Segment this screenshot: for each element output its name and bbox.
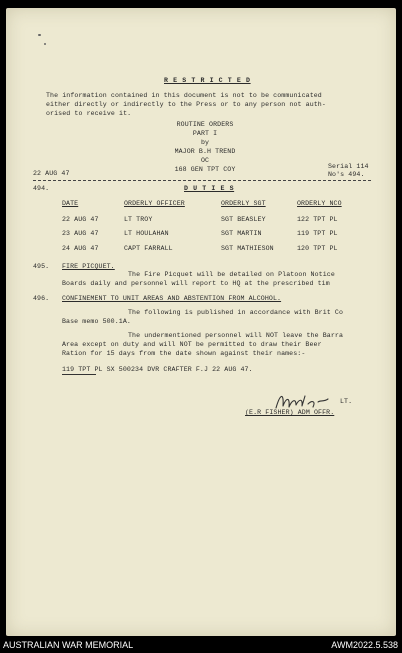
paragraph-line: Base memo 500.1A.	[62, 318, 131, 325]
item-number: 494.	[33, 185, 50, 192]
paragraph-line: Boards daily and personnel will report to HQ at the prescribed tim	[62, 280, 330, 287]
item-number: 496.	[33, 295, 50, 302]
title-line: OC	[200, 157, 210, 164]
signature-name: (E.R FISHER) ADM OFFR.	[245, 409, 335, 416]
column-header: ORDERLY OFFICER	[124, 200, 185, 207]
column-header: ORDERLY NCO	[297, 200, 342, 207]
paragraph-line: The Fire Picquet will be detailed on Platoon Notice	[128, 271, 335, 278]
title-line: PART I	[192, 130, 218, 137]
table-cell: LT HOULAHAN	[124, 230, 169, 237]
classification-heading: R E S T R I C T E D	[164, 77, 251, 84]
title-line: ROUTINE ORDERS	[176, 121, 234, 128]
table-cell: 22 AUG 47	[62, 216, 99, 223]
serial-number: Serial 114	[328, 163, 369, 170]
paragraph-line: The following is published in accordance with Brit Co	[128, 309, 344, 316]
notice-line: orised to receive it.	[46, 110, 132, 117]
title-line: MAJOR B.H TREND	[174, 148, 236, 155]
table-cell: 24 AUG 47	[62, 245, 99, 252]
paragraph-line: The undermentioned personnel will NOT leave the Barra	[128, 332, 344, 339]
order-date: 22 AUG 47	[33, 170, 70, 177]
title-line: by	[200, 139, 210, 146]
personnel-entry: 119 TPT PL SX 500234 DVR CRAFTER F.J 22 AUG 47.	[62, 366, 253, 373]
title-line: 168 GEN TPT COY	[174, 166, 236, 173]
item-heading: CONFINEMENT TO UNIT AREAS AND ABSTENTION FROM ALCOHOL.	[62, 295, 282, 302]
paragraph-line: Ration for 15 days from the date shown against their names:-	[62, 350, 306, 357]
table-cell: SGT BEASLEY	[221, 216, 266, 223]
paragraph-line: Area except on duty and will NOT be permitted to draw their Beer	[62, 341, 322, 348]
item-number: 495.	[33, 263, 50, 270]
table-cell: SGT MATHIESON	[221, 245, 274, 252]
table-cell: LT TROY	[124, 216, 153, 223]
table-cell: 120 TPT PL	[297, 245, 338, 252]
table-cell: 119 TPT PL	[297, 230, 338, 237]
signature-rank: LT.	[340, 398, 353, 405]
accession-number: AWM2022.5.538	[331, 640, 398, 650]
punch-mark	[38, 34, 41, 36]
duties-heading: D U T I E S	[184, 185, 235, 192]
entry-underline	[62, 374, 96, 375]
archive-footer	[0, 636, 402, 653]
table-cell: CAPT FARRALL	[124, 245, 173, 252]
divider	[33, 180, 371, 181]
table-cell: 122 TPT PL	[297, 216, 338, 223]
notice-line: The information contained in this document is not to be communicated	[46, 92, 322, 99]
document-page	[6, 8, 396, 636]
column-header: DATE	[62, 200, 79, 207]
item-heading: FIRE PICQUET.	[62, 263, 115, 270]
order-numbers: No's 494.	[328, 171, 365, 178]
institution-label: AUSTRALIAN WAR MEMORIAL	[3, 640, 134, 650]
table-cell: 23 AUG 47	[62, 230, 99, 237]
notice-line: either directly or indirectly to the Press or to any person not auth-	[46, 101, 326, 108]
table-cell: SGT MARTIN	[221, 230, 262, 237]
punch-mark	[44, 43, 46, 45]
column-header: ORDERLY SGT	[221, 200, 266, 207]
